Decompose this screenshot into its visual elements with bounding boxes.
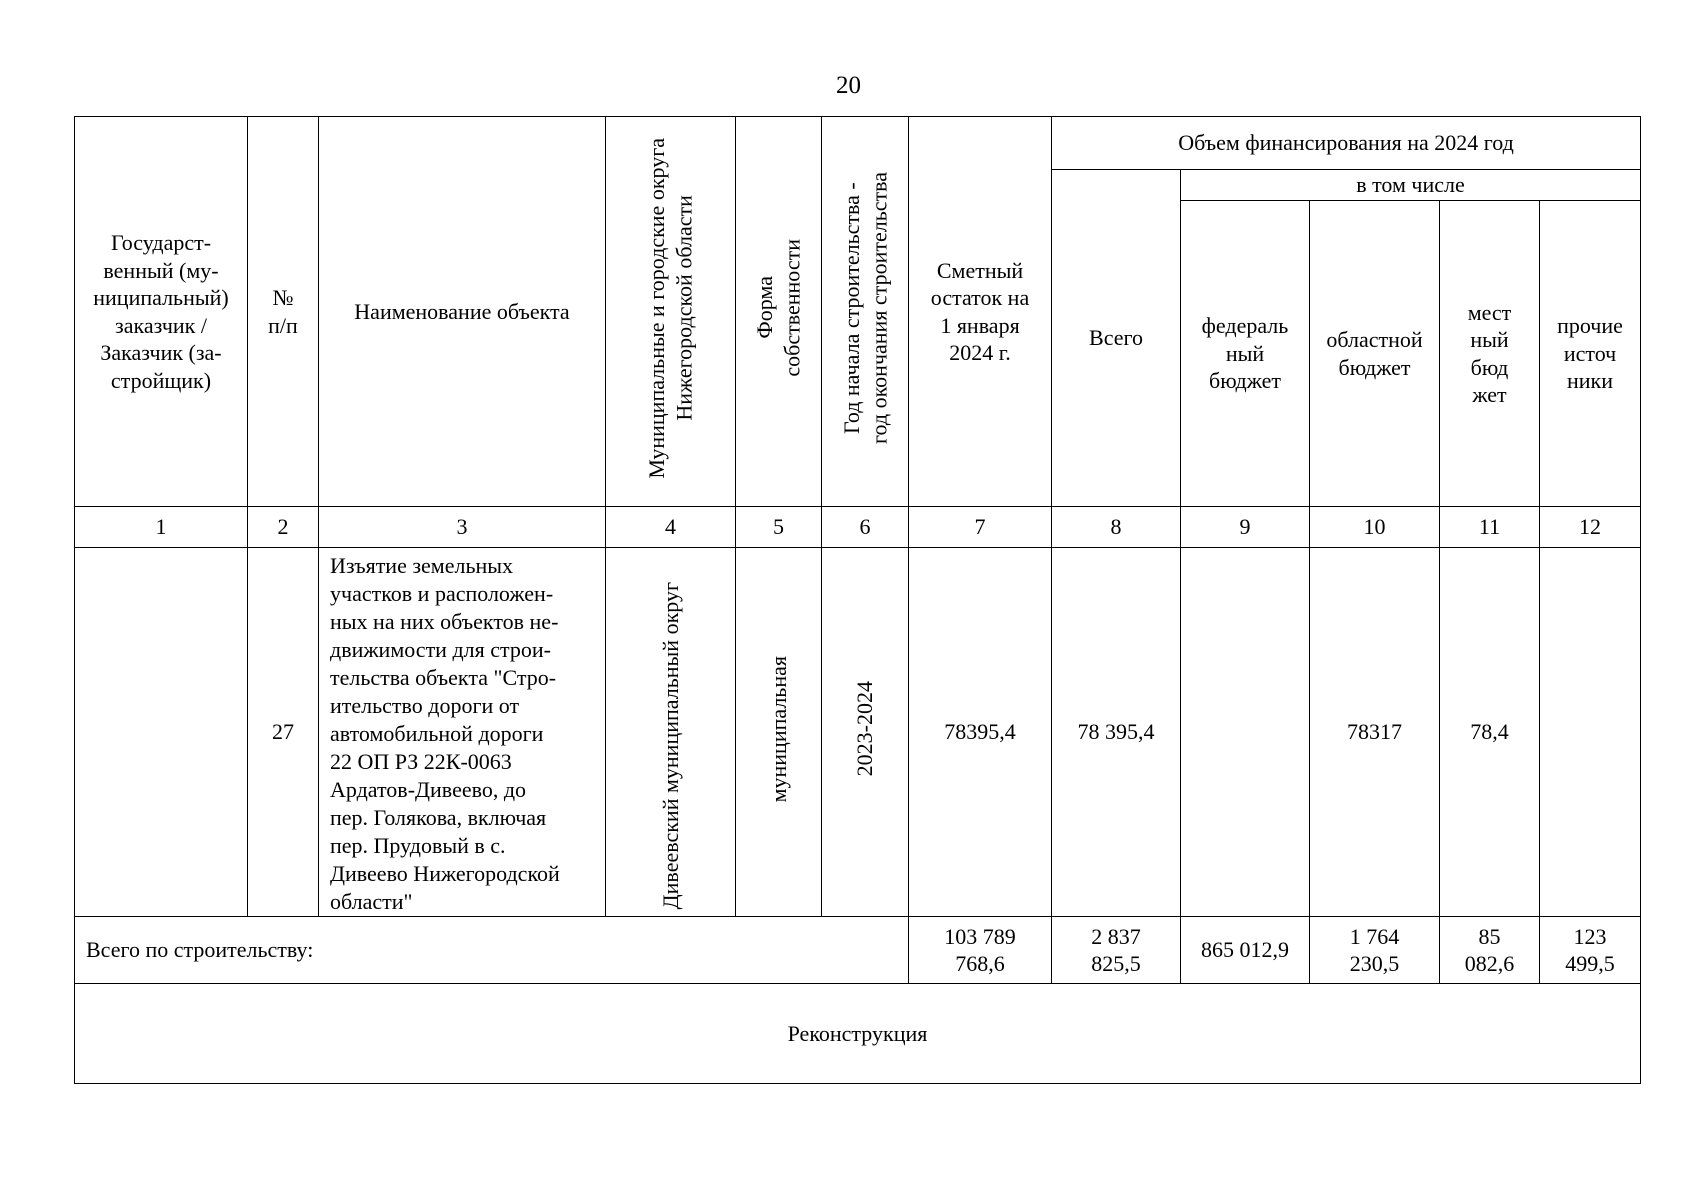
object-name-line: Ардатов-Дивеево, до bbox=[330, 777, 527, 802]
header-estimate-balance: Сметный остаток на 1 января 2024 г. bbox=[909, 117, 1052, 507]
section-row bbox=[75, 984, 1641, 1084]
header-district-text: Муниципальные и городские округа Нижегородской области bbox=[644, 137, 697, 479]
totals-total: 2 837 825,5 bbox=[1052, 917, 1181, 984]
object-name-line: ительство дороги от bbox=[330, 693, 520, 718]
row-object-name bbox=[319, 548, 606, 917]
header-ownership bbox=[736, 117, 822, 507]
row-customer bbox=[75, 548, 248, 917]
object-name-line: участков и расположен- bbox=[330, 581, 554, 606]
header-object-name: Наименование объекта bbox=[319, 117, 606, 507]
totals-federal: 865 012,9 bbox=[1181, 917, 1310, 984]
row-number: 27 bbox=[248, 548, 319, 917]
column-number: 7 bbox=[909, 507, 1052, 548]
header-customer: Государст- венный (му- ниципальный) заказчик / Заказчик (за- стройщик) bbox=[75, 117, 248, 507]
header-financing-title: Объем финансирования на 2024 год bbox=[1052, 117, 1641, 170]
header-other: прочие источ ники bbox=[1540, 201, 1641, 507]
totals-regional: 1 764 230,5 bbox=[1310, 917, 1440, 984]
row-regional: 78317 bbox=[1310, 548, 1440, 917]
row-other bbox=[1540, 548, 1641, 917]
object-name-line: 22 ОП РЗ 22К-0063 bbox=[330, 749, 512, 774]
header-years-text: Год начала строительства - год окончания строительства bbox=[838, 172, 891, 445]
totals-other: 123 499,5 bbox=[1540, 917, 1641, 984]
row-estimate-balance: 78395,4 bbox=[909, 548, 1052, 917]
column-number: 3 bbox=[319, 507, 606, 548]
header-ownership-text: Форма собственности bbox=[752, 239, 805, 378]
column-number-row bbox=[75, 507, 1641, 548]
object-name-line: тельства объекта "Стро- bbox=[330, 665, 557, 690]
column-number: 4 bbox=[606, 507, 736, 548]
row-district-text: Дивеевский муниципальный округ bbox=[657, 582, 683, 910]
row-federal bbox=[1181, 548, 1310, 917]
totals-estimate-balance: 103 789 768,6 bbox=[909, 917, 1052, 984]
column-number: 8 bbox=[1052, 507, 1181, 548]
totals-label: Всего по строительству: bbox=[75, 917, 909, 984]
object-name-line: движимости для строи- bbox=[330, 637, 551, 662]
page-number: 20 bbox=[836, 72, 861, 99]
object-name-line: Изъятие земельных bbox=[330, 553, 514, 578]
financing-table bbox=[74, 116, 1641, 1084]
object-name-line: ных на них объектов не- bbox=[330, 609, 559, 634]
header-years bbox=[822, 117, 909, 507]
header-total: Всего bbox=[1052, 170, 1181, 507]
header-federal: федераль ный бюджет bbox=[1181, 201, 1310, 507]
column-number: 2 bbox=[248, 507, 319, 548]
column-number: 9 bbox=[1181, 507, 1310, 548]
column-number: 6 bbox=[822, 507, 909, 548]
row-total: 78 395,4 bbox=[1052, 548, 1181, 917]
row-years bbox=[822, 548, 909, 917]
header-local: мест ный бюд жет bbox=[1440, 201, 1540, 507]
totals-row bbox=[75, 917, 1641, 984]
row-years-text: 2023-2024 bbox=[852, 681, 878, 777]
row-ownership bbox=[736, 548, 822, 917]
column-number: 1 bbox=[75, 507, 248, 548]
object-name-line: области" bbox=[330, 889, 413, 914]
column-number: 10 bbox=[1310, 507, 1440, 548]
row-local: 78,4 bbox=[1440, 548, 1540, 917]
object-name-line: автомобильной дороги bbox=[330, 721, 544, 746]
row-ownership-text: муниципальная bbox=[765, 655, 791, 802]
object-name-line: пер. Голякова, включая bbox=[330, 805, 547, 830]
object-name-line: пер. Прудовый в с. bbox=[330, 833, 506, 858]
header-number: № п/п bbox=[248, 117, 319, 507]
header-including: в том числе bbox=[1181, 170, 1641, 201]
header-regional: областной бюджет bbox=[1310, 201, 1440, 507]
column-number: 12 bbox=[1540, 507, 1641, 548]
table-row bbox=[75, 548, 1641, 917]
object-name-line: Дивеево Нижегородской bbox=[330, 861, 560, 886]
section-title: Реконструкция bbox=[75, 984, 1641, 1084]
row-district bbox=[606, 548, 736, 917]
column-number: 5 bbox=[736, 507, 822, 548]
column-number: 11 bbox=[1440, 507, 1540, 548]
totals-local: 85 082,6 bbox=[1440, 917, 1540, 984]
header-district bbox=[606, 117, 736, 507]
